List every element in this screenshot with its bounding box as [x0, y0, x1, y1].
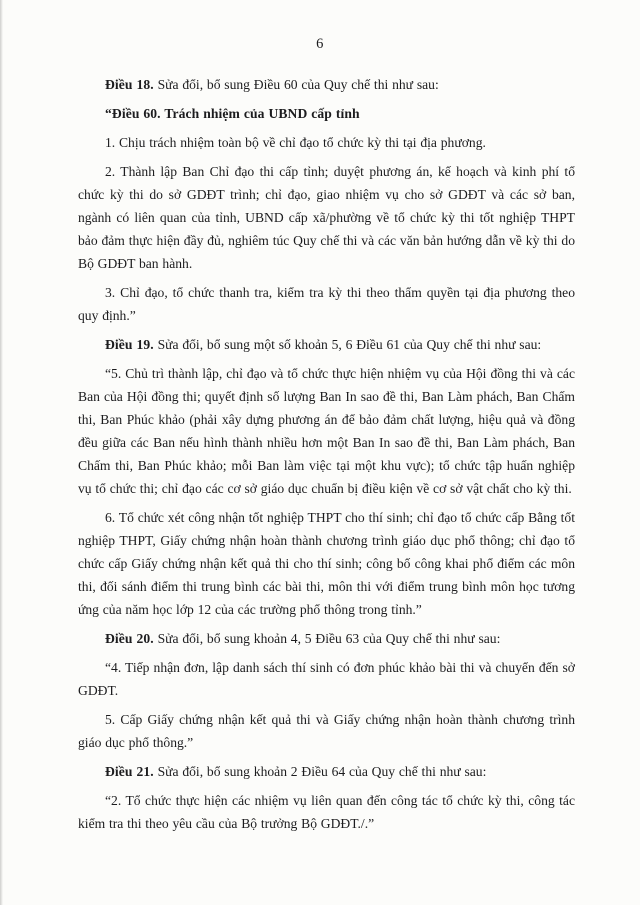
- paragraph-lead-bold: Điều 21.: [105, 764, 154, 779]
- paragraph-text: “5. Chủ trì thành lập, chỉ đạo và tổ chức thực hiện nhiệm vụ của Hội đồng thi và các Ban của Hội đồng thi; quyết định số lượng Ban In sao đề thi, Ban Làm phách, Ban Chấm thi, Ban Phúc khảo (phải xây dựng phương án để bảo đảm chất lượng, hiệu quả và đồng đều giữa các Ban nếu hình thành nhiều hơn một Ban In sao đề thi, Ban Làm phách, Ban Chấm thi, Ban Phúc khảo; mỗi Ban làm việc tại một khu vực); tổ chức tập huấn nghiệp vụ tổ chức thi; chỉ đạo các cơ sở giáo dục chuẩn bị điều kiện về cơ sở vật chất cho kỳ thi.: [78, 366, 575, 496]
- article-61-clause-5: [78, 362, 575, 500]
- article-63-clause-4: [78, 656, 575, 702]
- article-60-title: [78, 102, 575, 125]
- document-body: [78, 73, 575, 835]
- paragraph-text: 2. Thành lập Ban Chỉ đạo thi cấp tỉnh; duyệt phương án, kế hoạch và kinh phí tổ chức kỳ thi do sở GDĐT trình; chỉ đạo, giao nhiệm vụ cho sở GDĐT và các sở ban, ngành có liên quan của tỉnh, UBND cấp xã/phường về tổ chức kỳ thi tốt nghiệp THPT bảo đảm thực hiện đầy đủ, nghiêm túc Quy chế thi và các văn bản hướng dẫn về kỳ thi do Bộ GDĐT ban hành.: [78, 164, 575, 271]
- article-60-clause-2: [78, 160, 575, 275]
- paragraph-lead-bold: Điều 18.: [105, 77, 154, 92]
- article-60-clause-3: [78, 281, 575, 327]
- paragraph-text: 1. Chịu trách nhiệm toàn bộ về chỉ đạo tổ chức kỳ thi tại địa phương.: [105, 135, 486, 150]
- scan-edge-artifact: [0, 0, 3, 905]
- paragraph-text: Sửa đổi, bổ sung Điều 60 của Quy chế thi như sau:: [153, 77, 439, 92]
- paragraph-text: Sửa đổi, bổ sung khoản 4, 5 Điều 63 của Quy chế thi như sau:: [153, 631, 501, 646]
- paragraph-text: 6. Tổ chức xét công nhận tốt nghiệp THPT cho thí sinh; chỉ đạo tổ chức cấp Bằng tốt nghiệp THPT, Giấy chứng nhận hoàn thành chương trình giáo dục phổ thông; chỉ đạo tổ chức cấp Giấy chứng nhận kết quả thi cho thí sinh; công bố công khai phổ điểm các môn thi, đối sánh điểm thi trung bình các bài thi, môn thi với điểm trung bình môn học tương ứng của năm học lớp 12 của các trường phổ thông trong tỉnh.”: [78, 510, 575, 617]
- paragraph-lead-bold: Điều 20.: [105, 631, 154, 646]
- article-19-heading: [78, 333, 575, 356]
- article-60-clause-1: [78, 131, 575, 154]
- article-61-clause-6: [78, 506, 575, 621]
- paragraph-text: Sửa đổi, bổ sung khoản 2 Điều 64 của Quy chế thi như sau:: [153, 764, 487, 779]
- page-number: 6: [316, 36, 324, 52]
- article-21-heading: [78, 760, 575, 783]
- paragraph-text: Sửa đổi, bổ sung một số khoản 5, 6 Điều 61 của Quy chế thi như sau:: [153, 337, 542, 352]
- paragraph-lead-bold: “Điều 60. Trách nhiệm của UBND cấp tỉnh: [105, 106, 360, 121]
- article-64-clause-2: [78, 789, 575, 835]
- paragraph-lead-bold: Điều 19.: [105, 337, 154, 352]
- paragraph-text: 5. Cấp Giấy chứng nhận kết quả thi và Giấy chứng nhận hoàn thành chương trình giáo dục phổ thông.”: [78, 712, 575, 750]
- article-18-heading: [78, 73, 575, 96]
- article-20-heading: [78, 627, 575, 650]
- paragraph-text: “4. Tiếp nhận đơn, lập danh sách thí sinh có đơn phúc khảo bài thi và chuyển đến sở GDĐT.: [78, 660, 575, 698]
- article-63-clause-5: [78, 708, 575, 754]
- paragraph-text: “2. Tổ chức thực hiện các nhiệm vụ liên quan đến công tác tổ chức kỳ thi, công tác kiểm tra thi theo yêu cầu của Bộ trưởng Bộ GDĐT./.”: [78, 793, 575, 831]
- paragraph-text: 3. Chỉ đạo, tổ chức thanh tra, kiểm tra kỳ thi theo thẩm quyền tại địa phương theo quy định.”: [78, 285, 575, 323]
